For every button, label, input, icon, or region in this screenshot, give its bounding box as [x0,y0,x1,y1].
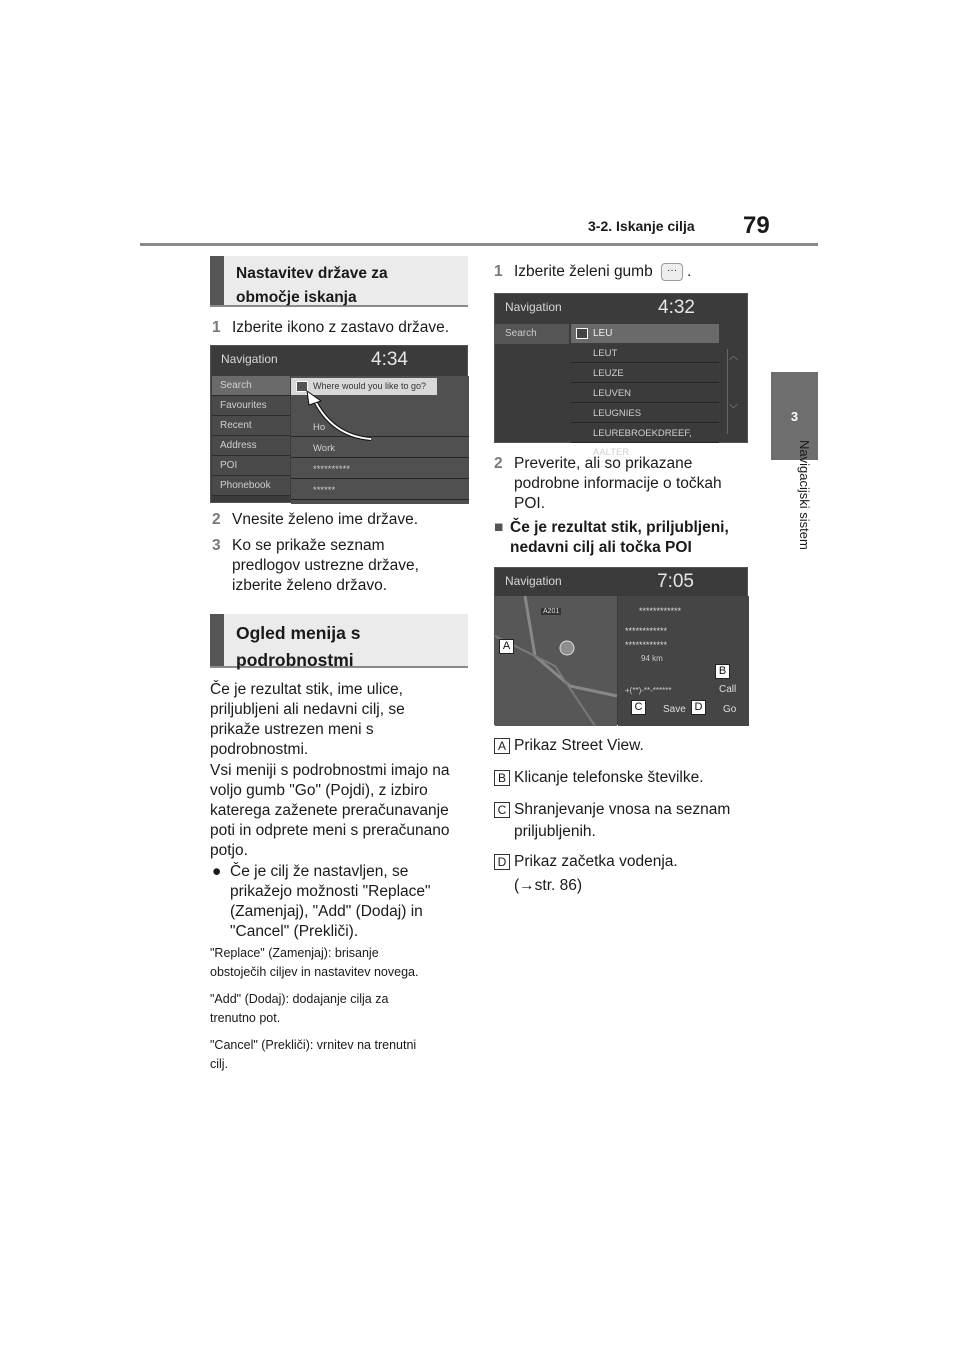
callout-label-a: A [499,639,514,654]
result-leut: LEUT [571,344,719,363]
menu-recent: Recent [212,416,290,436]
save-button[interactable]: Save [663,704,686,715]
note-cancel: "Cancel" (Prekliči): vrnitev na trenutni cilj. [210,1038,417,1071]
menu-address: Address [212,436,290,456]
result-leugnies: LEUGNIES [571,404,719,423]
scroll-bar: ︿ ﹀ [727,349,739,434]
result-row-work: Work [291,439,469,458]
legend-d: D Prikaz začetka vodenja. (→str. 86) [494,852,764,896]
section-heading-country: Nastavitev države za območje iskanja [210,256,468,307]
step-2-enter-country: 2 Vnesite želeno ime države. [212,511,419,528]
result-row-3: ********** [291,460,469,479]
chapter-side-label: Navigacijski sistem [797,440,812,550]
result-leurebroekdreef: LEUREBROEKDREEF, AALTER [571,424,719,443]
legend-c: C Shranjevanje vnosa na seznam priljubljenih. [494,800,764,842]
subheading-contact-poi: ■ Če je rezultat stik, priljubljeni, nedavni cilj ali točka POI [494,519,729,556]
step-2-check-details: 2 Preverite, ali so prikazane podrobne informacije o točkah POI. [494,455,722,512]
detail-distance: 94 km [641,654,663,663]
callout-arrow [301,391,381,446]
result-leuze: LEUZE [571,364,719,383]
paragraph-go-button: Vsi meniji s podrobnostmi imajo na voljo gumb "Go" (Pojdi), z izbiro katerega zaženete preračunavanje poti in odprete meni s preračunano potjo. [210,762,450,859]
header-rule [140,243,818,246]
go-button[interactable]: Go [723,704,737,715]
step-1-select-flag: 1 Izberite ikono z zastavo države. [212,319,450,336]
menu-poi: POI [212,456,290,476]
detail-line-3: ************ [625,640,668,650]
more-options-icon: ··· [661,263,683,281]
note-add: "Add" (Dodaj): dodajanje cilja za trenutno pot. [210,992,389,1025]
search-tab: Search [495,324,569,344]
search-field: Where would you like to go? [291,378,437,395]
menu-phonebook: Phonebook [212,476,290,496]
paragraph-detail-menu: Če je rezultat stik, ime ulice, priljubljeni ali nedavni cilj, se prikaže ustrezen meni s podrobnostmi. [210,681,405,758]
result-row-home: Ho [291,418,469,437]
step-1-select-button: 1 Izberite želeni gumb ··· . [494,263,692,280]
section-heading-details: Ogled menija s podrobnostmi [210,614,468,668]
callout-label-d: D [691,700,706,715]
page-number: 79 [743,212,770,239]
detail-line-2: ************ [625,626,668,636]
side-menu [212,376,290,496]
legend-b: B Klicanje telefonske številke. [494,768,764,788]
chapter-tab: 3 [771,372,818,460]
menu-search: Search [212,376,290,396]
menu-favourites: Favourites [212,396,290,416]
result-leuven: LEUVEN [571,384,719,403]
bullet-destination-set: ● Če je cilj že nastavljen, se prikažejo možnosti "Replace" (Zamenjaj), "Add" (Dodaj) in "Cancel" (Prekliči). [212,863,431,940]
callout-label-b: B [715,664,730,679]
page-reference-link[interactable]: (→str. 86) [514,877,583,894]
result-row-4: ****** [291,481,469,500]
map-area [495,596,617,726]
nav-screenshot-country: Navigation 4:34 Search Favourites Recent Address POI Phonebook Where would you like to go? Ho Work ********** ****** [210,345,468,503]
call-button[interactable]: Call [719,684,737,695]
section-title: 3-2. Iskanje cilja [588,218,695,234]
detail-phone: +(**)-**-****** [625,686,672,695]
detail-name: ************ [639,606,682,616]
nav-screenshot-results: Navigation 4:32 Search LEU LEUT LEUZE LEUVEN LEUGNIES LEUREBROEKDREEF, AALTER ︿ ﹀ [494,293,748,443]
query-field: LEU [571,324,719,343]
nav-screenshot-detail: Navigation 7:05 A201 ************ ************ ************ 94 km +(**)-**-****** Call Save Go A B C D [494,567,748,725]
road-label: A201 [543,608,560,615]
legend-a: A Prikaz Street View. [494,736,764,756]
step-3-select-country: 3 Ko se prikaže seznam predlogov ustrezne države, izberite želeno državo. [212,537,419,594]
note-replace: "Replace" (Zamenjaj): brisanje obstoječih ciljev in nastavitev novega. [210,946,419,979]
callout-label-c: C [631,700,646,715]
flag-icon [576,328,588,339]
